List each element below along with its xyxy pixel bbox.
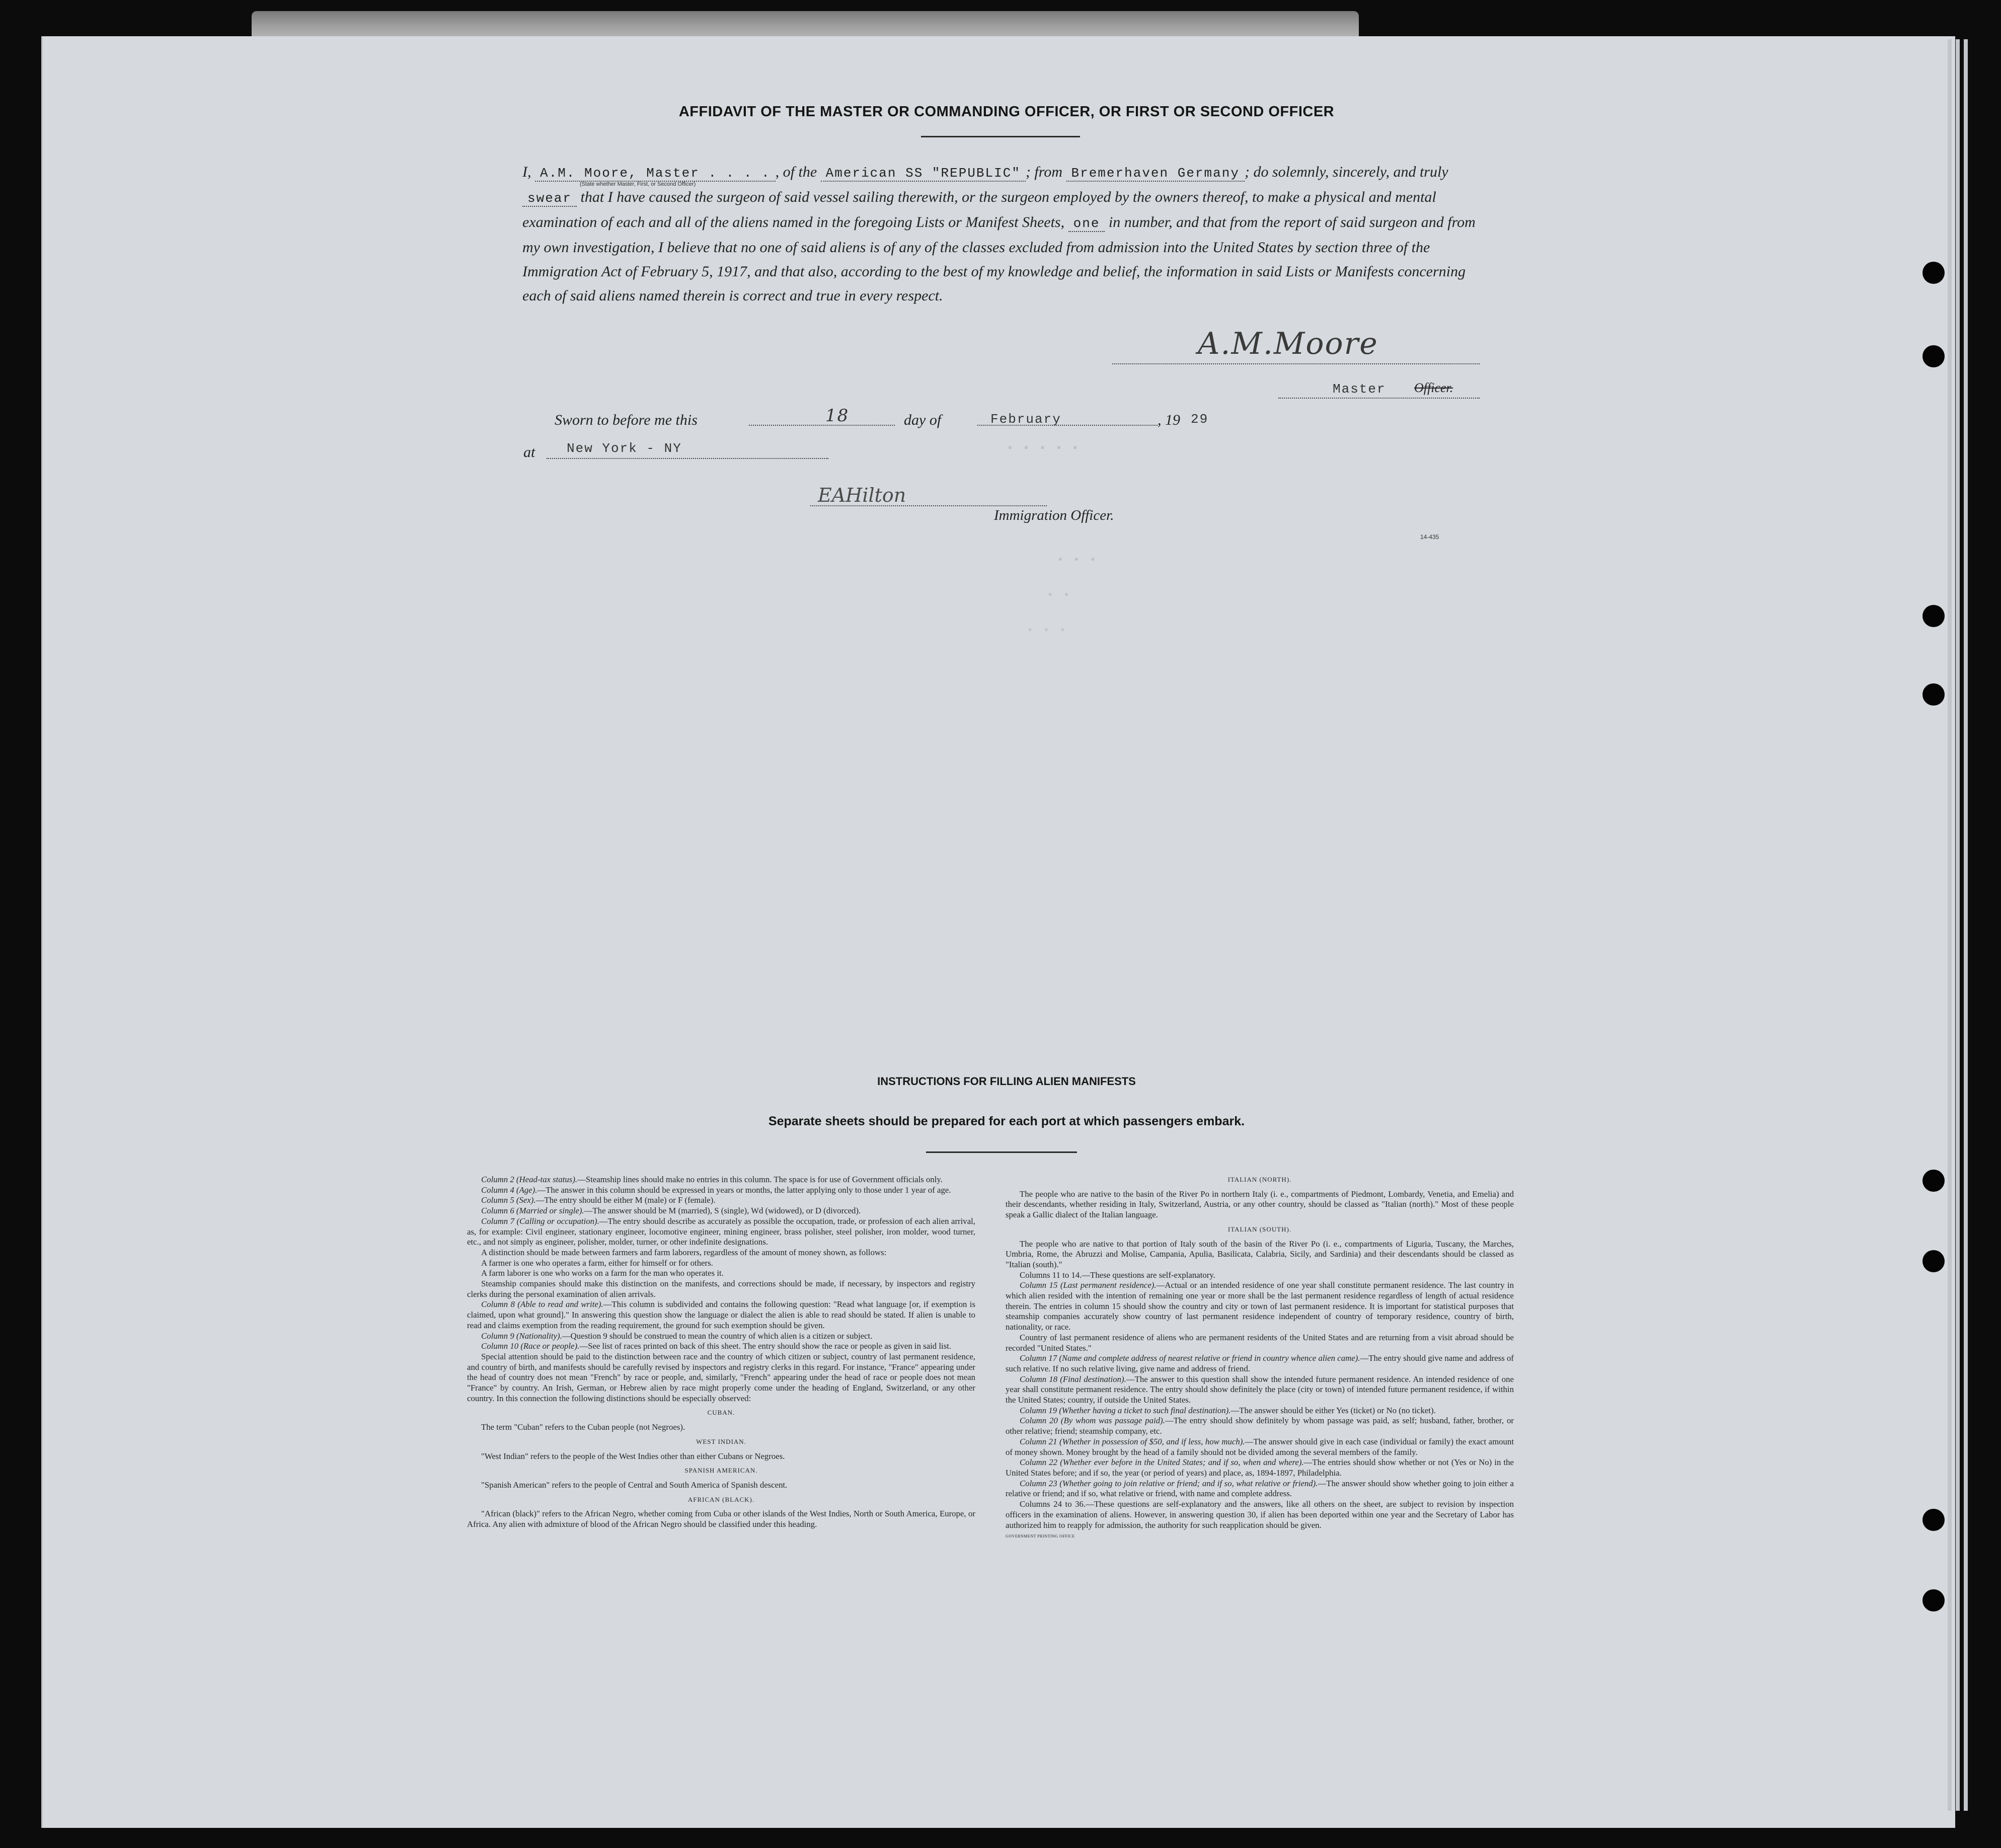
- affidavit-text-of-the: , of the: [775, 164, 817, 180]
- instructions-rule: [926, 1151, 1077, 1153]
- sworn-year: 29: [1191, 412, 1209, 427]
- col23-label: Column 23 (Whether going to join relative or friend; and if so, what relative or friend).: [1020, 1478, 1318, 1488]
- binder-hole: [1922, 345, 1945, 367]
- vessel-name: American SS "REPUBLIC": [821, 166, 1026, 182]
- binder-hole: [1922, 683, 1945, 706]
- col22-label: Column 22 (Whether ever before in the United States; and if so, when and where).: [1020, 1457, 1304, 1468]
- cuban-paragraph: The term "Cuban" refers to the Cuban people (not Negroes).: [481, 1422, 685, 1432]
- col8-label: Column 8 (Able to read and write).: [481, 1299, 603, 1310]
- italian-north-heading: ITALIAN (NORTH).: [1227, 1176, 1292, 1183]
- departure-port: Bremerhaven Germany: [1066, 166, 1245, 182]
- italian-south-paragraph: The people who are native to that portion of Italy south of the basin of the River Po (i. e., compartments of Liguria, Tuscany, the Marches, Umbria, Rome, the Abruzzi and Molise, Campania, Apulia, Basilicata, Calabria, Sicily, and Sardinia) and their descendants should be classed as "Italian (south).": [1006, 1239, 1514, 1269]
- affidavit-text-do: ; do solemnly, sincerely, and truly: [1244, 164, 1448, 180]
- col5-label: Column 5 (Sex).: [481, 1195, 536, 1205]
- italian-north-paragraph: The people who are native to the basin of the River Po in northern Italy (i. e., compartments of Piedmont, Lombardy, Venetia, and Emelia) and their descendants, whether residing in Italy, Switzerland, Austria, or any other country, should be classed as "Italian (north)." Most of these people speak a Gallic dialect of the Italian language.: [1006, 1189, 1514, 1220]
- officer-line: [810, 505, 1047, 506]
- affidavit-text-body2: in number, and that from the report of said surgeon and from my own investigation, I believe that no one of said aliens is of any of the classes excluded from admission into the United States by section three of the Immigration Act of February 5, 1917, and that also, according to the best of my knowledge and belief, the information in said Lists or Manifests concerning each of said aliens named therein is correct and true in every respect.: [522, 214, 1476, 304]
- farm-paragraph-2: A farmer is one who operates a farm, either for himself or for others.: [481, 1258, 713, 1268]
- spanish-american-paragraph: "Spanish American" refers to the people of Central and South America of Spanish descent.: [481, 1480, 788, 1490]
- col17-text: —The entry should give name and address of such relative. If no such relative living, give name and address of friend.: [1006, 1353, 1514, 1373]
- month-line: [977, 425, 1158, 426]
- col2-label: Column 2 (Head-tax status).: [481, 1175, 578, 1184]
- instructions-right-column: [1006, 1175, 1514, 1542]
- col23-text: —The answer should show whether going to join either a relative or friend; and if so, what relative or friend, with name and complete address.: [1006, 1478, 1514, 1499]
- affidavit-title: AFFIDAVIT OF THE MASTER OR COMMANDING OFFICER, OR FIRST OR SECOND OFFICER: [678, 104, 1335, 120]
- binder-hole: [1922, 1170, 1945, 1192]
- col5-text: —The entry should be either M (male) or F (female).: [535, 1195, 716, 1205]
- sworn-place: New York - NY: [567, 441, 682, 456]
- col15-text: —Actual or an intended residence of one year shall constitute permanent residence. The last country in which alien resided with the intention of remaining one year or more shall be the last permanent residence regardless of length of actual residence therein. The entries in column 15 should show the country and city or town of last permanent residence. It is important for statistical purposes that steamship companies accurately show country of last permanent residence independent of country of temporary residence, country of birth, nationality, or race.: [1006, 1280, 1514, 1332]
- page-edge-1: [1948, 39, 1952, 1811]
- farm-paragraph-1: A distinction should be made between farmers and farm laborers, regardless of the amount of money shown, as follows:: [481, 1247, 887, 1257]
- italian-south-heading: ITALIAN (SOUTH).: [1227, 1225, 1292, 1233]
- binder-hole: [1922, 262, 1945, 284]
- west-indian-paragraph: "West Indian" refers to the people of the West Indies other than either Cubans or Negroes.: [481, 1451, 785, 1461]
- faint-bleedthrough: ▪ ▪ ▪: [1027, 624, 1068, 637]
- col2-text: —Steamship lines should make no entries in this column. The space is for use of Government officials only.: [577, 1175, 943, 1184]
- sheet-count: one: [1068, 216, 1105, 232]
- african-paragraph: "African (black)" refers to the African Negro, whether coming from Cuba or other islands of the West Indies, North or South America, Europe, or Africa. Any alien with admixture of blood of the African Negro should be classified under this heading.: [467, 1509, 975, 1529]
- name-note: (State whether Master, First, or Second Officer): [580, 181, 696, 187]
- farm-paragraph-3: A farm laborer is one who works on a farm for the man who operates it.: [481, 1268, 724, 1278]
- col11-14-text: Columns 11 to 14.—These questions are self-explanatory.: [1020, 1270, 1215, 1280]
- african-heading: AFRICAN (BLACK).: [687, 1495, 755, 1503]
- col4-label: Column 4 (Age).: [481, 1185, 537, 1195]
- year-prefix: , 19: [1158, 412, 1180, 428]
- col24-36-text: Columns 24 to 36.—These questions are self-explanatory and the answers, like all others on the sheet, are subject to revision by inspection officers in the examination of aliens. However, in answering question 30, if alien has been deported within one year and the Secretary of Labor has authorized him to reapply for admission, the authority for such reapplication should be given.: [1006, 1499, 1514, 1530]
- title-rule: [921, 136, 1080, 137]
- officer-word: Officer.: [1414, 380, 1453, 395]
- col9-text: —Question 9 should be construed to mean the country of which alien is a citizen or subject.: [562, 1331, 873, 1341]
- col19-text: —The answer should be either Yes (ticket) or No (no ticket).: [1230, 1405, 1436, 1415]
- instructions-left-column: [467, 1175, 975, 1530]
- day-of-label: day of: [904, 412, 942, 428]
- oath-word: swear: [522, 191, 577, 207]
- page-edge-2: [1956, 39, 1960, 1811]
- torn-top-edge: [252, 11, 1359, 36]
- instructions-title: INSTRUCTIONS FOR FILLING ALIEN MANIFESTS: [877, 1075, 1136, 1088]
- faint-bleedthrough: ▪ ▪ ▪ ▪ ▪: [1007, 442, 1080, 454]
- title-line: [1278, 398, 1480, 399]
- col20-label: Column 20 (By whom was passage paid).: [1020, 1416, 1165, 1426]
- affidavit-text-body1: that I have caused the surgeon of said vessel sailing therewith, or the surgeon employed by the owners thereof, to make a physical and mental examination of each and all of the aliens named in the foregoing Lists or Manifest Sheets,: [522, 189, 1436, 230]
- master-name: A.M. Moore, Master . . . .: [535, 166, 776, 182]
- col6-text: —The answer should be M (married), S (single), Wd (widowed), or D (divorced).: [584, 1206, 861, 1216]
- signature-line: [1112, 363, 1480, 364]
- affidavit-text-from: ; from: [1025, 164, 1062, 180]
- col20-text: —The entry should show definitely by whom passage was paid, as self; husband, father, brother, or other relative; friend; steamship company, etc.: [1006, 1416, 1514, 1436]
- faint-bleedthrough: ▪ ▪: [1047, 589, 1071, 601]
- instructions-subtitle: Separate sheets should be prepared for each port at which passengers embark.: [768, 1114, 1245, 1128]
- form-number: 14-435: [1420, 533, 1439, 541]
- day-line: [749, 425, 895, 426]
- cuban-heading: CUBAN.: [707, 1409, 735, 1417]
- col10-text: —See list of races printed on back of this sheet. The entry should show the race or people as given in said list.: [579, 1341, 952, 1351]
- officer-label: Immigration Officer.: [994, 507, 1114, 523]
- binder-hole: [1922, 605, 1945, 627]
- col10-label: Column 10 (Race or people).: [481, 1341, 580, 1351]
- sworn-label: Sworn to before me this: [555, 412, 698, 428]
- at-label: at: [523, 444, 535, 460]
- immigration-officer-signature: EAHilton: [818, 484, 906, 506]
- col9-label: Column 9 (Nationality).: [481, 1331, 562, 1341]
- col19-label: Column 19 (Whether having a ticket to such final destination).: [1020, 1405, 1231, 1415]
- col4-text: —The answer in this column should be expressed in years or months, the latter applying only to those under 1 year of age.: [537, 1185, 951, 1195]
- spanish-american-heading: SPANISH AMERICAN.: [684, 1467, 758, 1475]
- sworn-day: 18: [825, 406, 850, 426]
- col21-text: —The answer should give in each case (individual or family) the exact amount of money shown. Money brought by the head of a family should not be divided among the several members of the family.: [1006, 1436, 1514, 1457]
- faint-bleedthrough: ▪ ▪ ▪: [1057, 554, 1098, 566]
- binder-hole: [1922, 1589, 1945, 1611]
- col7-label: Column 7 (Calling or occupation).: [481, 1216, 599, 1226]
- col8-text: —This column is subdivided and contains the following question: "Read what language [or, if exemption is claimed, upon what ground]." In answering this question show the language or dialect the alien is able to read should be stated. If alien is unable to read and claims exemption from the reading requirement, the ground for such exemption should be given.: [467, 1299, 975, 1330]
- sworn-month: February: [990, 412, 1061, 427]
- affidavit-text-i: I,: [522, 164, 531, 180]
- page-edge-3: [1964, 39, 1968, 1811]
- col18-text: —The answer to this question shall show the intended future permanent residence. An intended residence of one year shall constitute permanent residence. The entry should show definitely the place (city or town) of intended future permanent residence, if within the United States; country, if outside the United States.: [1006, 1374, 1514, 1405]
- place-line: [547, 458, 828, 459]
- special-attention-paragraph: Special attention should be paid to the distinction between race and the country of which citizen or subject, country of last permanent residence, and country of birth, and manifests should be carefully revised by inspectors and registry clerks in this regard. For instance, "France" appearing under the head of country does not mean "French" by race or people, and, similarly, "French" appearing under the head of race or people does not mean "France" by country. An Irish, German, or Hebrew alien by race might properly come under the heading of England, Switzerland, or any other country. In this connection the following distinctions should be especially observed:: [467, 1351, 975, 1403]
- col7-text: —The entry should describe as accurately as possible the occupation, trade, or profession of each alien arrival, as, for example: Civil engineer, stationary engineer, locomotive engineer, mining engineer, brass polisher, steel polisher, iron molder, wood turner, etc., and not simply as engineer, polisher, molder, turner, or other indefinite designations.: [467, 1216, 975, 1247]
- west-indian-heading: WEST INDIAN.: [696, 1437, 746, 1445]
- col22-text: —The entries should show whether or not (Yes or No) in the United States before; and if so, the year (or period of years) and place, as, 1894-1897, Philadelphia.: [1006, 1457, 1514, 1478]
- binder-hole: [1922, 1509, 1945, 1531]
- farm-paragraph-4: Steamship companies should make this distinction on the manifests, and corrections should be made, if necessary, by inspectors and registry clerks during the personal examination of alien arrivals.: [467, 1279, 975, 1299]
- binder-hole: [1922, 1250, 1945, 1272]
- officer-title: Master: [1333, 381, 1386, 397]
- united-states-paragraph: Country of last permanent residence of aliens who are permanent residents of the United States and are returning from a visit abroad should be recorded "United States.": [1006, 1332, 1514, 1353]
- master-signature: A.M.Moore: [1198, 326, 1378, 361]
- col21-label: Column 21 (Whether in possession of $50, and if less, how much).: [1020, 1436, 1245, 1446]
- col15-label: Column 15 (Last permanent residence).: [1020, 1280, 1157, 1290]
- col6-label: Column 6 (Married or single).: [481, 1206, 584, 1216]
- col17-label: Column 17 (Name and complete address of nearest relative or friend in country whence alien came).: [1020, 1353, 1360, 1363]
- col18-label: Column 18 (Final destination).: [1020, 1374, 1126, 1384]
- gpo-imprint: GOVERNMENT PRINTING OFFICE: [1006, 1534, 1075, 1539]
